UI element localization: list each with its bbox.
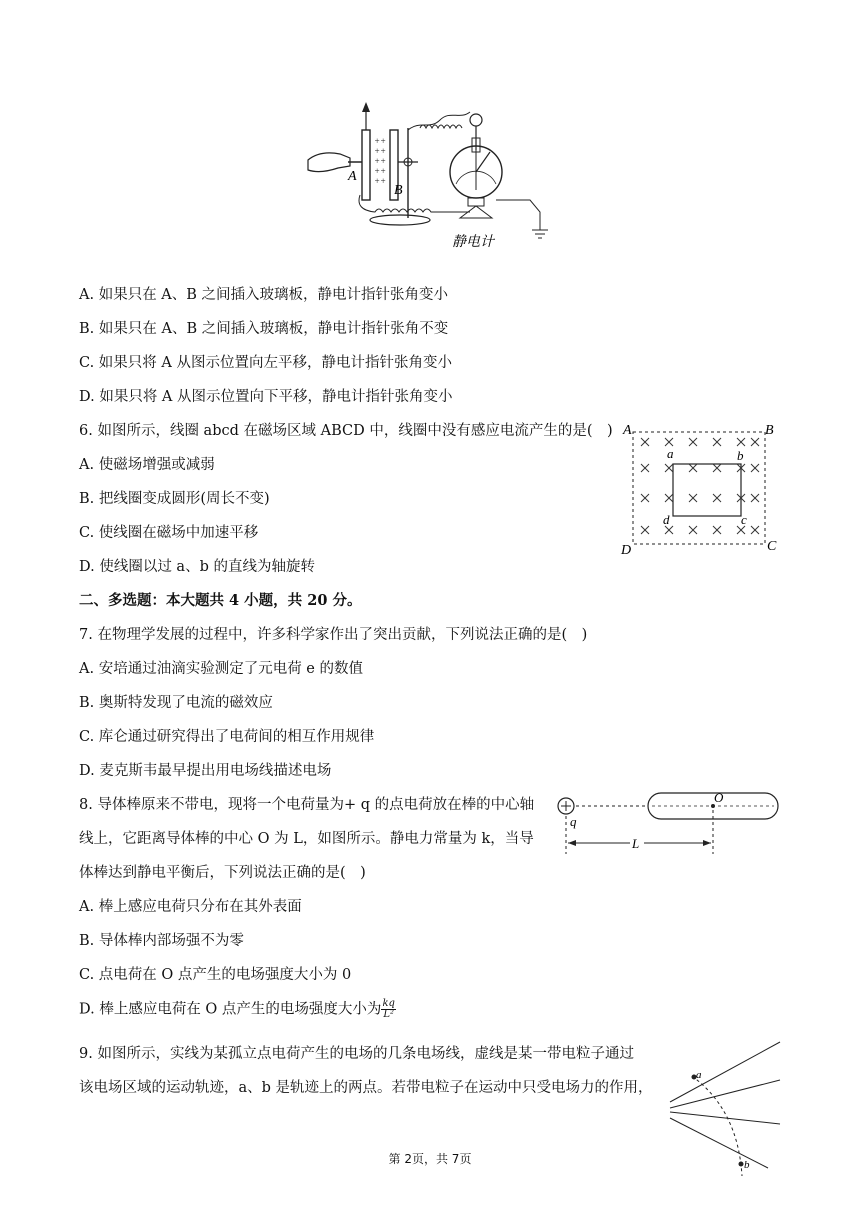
q8-option-a: A. 棒上感应电荷只分布在其外表面 [79,899,302,915]
point-o-label: O [714,790,724,805]
section-heading: 二、多选题：本大题共 4 小题，共 20 分。 [79,592,362,609]
q8-stem-line2: 线上，它距离导体棒的中心 O 为 L，如图所示。静电力常量为 k，当导 [79,831,534,847]
q5-option-d: D. 如果只将 A 从图示位置向下平移，静电计指针张角变小 [79,389,453,405]
conductor-rod-figure [552,788,787,858]
magnetic-field-coil-figure [615,418,785,558]
corner-C: C [767,539,777,554]
q5-option-b: B. 如果只在 A、B 之间插入玻璃板，静电计指针张角不变 [79,321,449,337]
q5-option-a: A. 如果只在 A、B 之间插入玻璃板，静电计指针张角变小 [79,287,449,303]
q6-option-a: A. 使磁场增强或减弱 [79,457,215,473]
svg-text:+: + [380,166,387,176]
q6-option-d: D. 使线圈以过 a、b 的直线为轴旋转 [79,559,315,575]
electrometer-label: 静电计 [452,234,494,250]
q7-stem: 7. 在物理学发展的过程中，许多科学家作出了突出贡献，下列说法正确的是( ) [79,627,588,643]
capacitor-electrometer-figure [300,100,560,250]
svg-text:+: + [380,136,387,146]
q8-stem-line1: 8. 导体棒原来不带电，现将一个电荷量为+ q 的点电荷放在棒的中心轴 [79,797,535,813]
q6-option-b: B. 把线圈变成圆形(周长不变) [79,491,270,507]
q8-option-c: C. 点电荷在 O 点产生的电场强度大小为 0 [79,967,352,983]
svg-text:+: + [374,146,381,156]
corner-A: A [623,423,632,438]
q8-stem-line3: 体棒达到静电平衡后，下列说法正确的是( ) [79,865,366,881]
q7-option-c: C. 库仑通过研究得出了电荷间的相互作用规律 [79,729,375,745]
label-b: B [394,183,403,198]
q7-option-d: D. 麦克斯韦最早提出用电场线描述电场 [79,763,332,779]
q9-stem-line1: 9. 如图所示，实线为某孤立点电荷产生的电场的几条电场线，虚线是某一带电粒子通过 [79,1046,634,1062]
page-footer: 第 2页，共 7页 [388,1152,472,1166]
coil-c: c [741,512,747,527]
svg-text:+: + [380,146,387,156]
charge-q-label: q [570,814,577,829]
fraction-numerator: kq [382,998,395,1009]
q6-option-c: C. 使线圈在磁场中加速平移 [79,525,259,541]
coil-a: a [667,446,674,461]
q8-option-b: B. 导体棒内部场强不为零 [79,933,244,949]
svg-text:+: + [374,176,381,186]
corner-B: B [765,423,774,438]
svg-text:+: + [374,136,381,146]
svg-text:+: + [374,156,381,166]
svg-text:+: + [380,156,387,166]
q6-stem: 6. 如图所示，线圈 abcd 在磁场区域 ABCD 中，线圈中没有感应电流产生的是( ) [79,423,613,439]
corner-D: D [621,543,632,558]
point-b-label: b [744,1159,750,1171]
q8-option-d-text: D. 棒上感应电荷在 O 点产生的电场强度大小为 [79,1001,382,1018]
point-a-label: a [696,1069,702,1081]
coil-d: d [663,512,670,527]
q8-option-d [79,999,396,1020]
q7-option-b: B. 奥斯特发现了电流的磁效应 [79,695,273,711]
label-a: A [348,169,357,184]
q7-option-a: A. 安培通过油滴实验测定了元电荷 e 的数值 [79,661,363,677]
fraction [381,999,395,1020]
coil-b: b [737,448,744,463]
q9-stem-line2: 该电场区域的运动轨迹，a、b 是轨迹上的两点。若带电粒子在运动中只受电场力的作用， [79,1080,653,1096]
svg-text:+: + [374,166,381,176]
fraction-denominator: L² [383,1009,394,1020]
svg-text:+: + [380,176,387,186]
distance-l-label: L [632,836,640,851]
q5-option-c: C. 如果只将 A 从图示位置向左平移，静电计指针张角变小 [79,355,452,371]
